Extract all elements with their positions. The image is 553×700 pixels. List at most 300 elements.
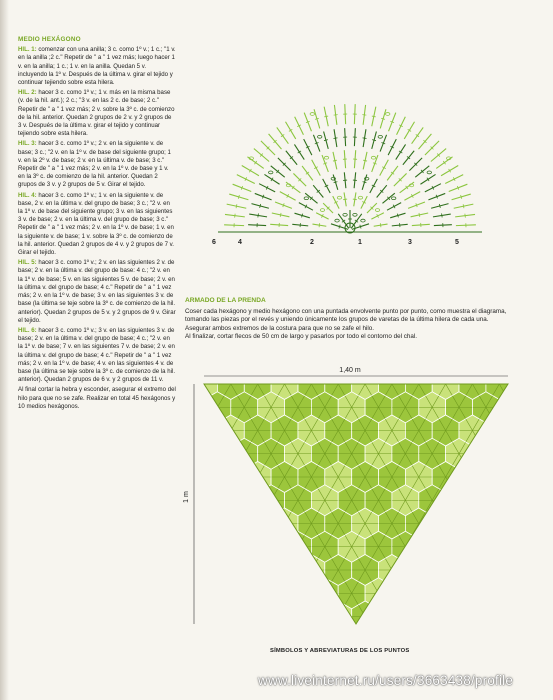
- motif-spoke: [472, 477, 479, 488]
- hexagon-motif: [204, 578, 231, 609]
- motif-spoke: [278, 570, 285, 581]
- hexagon-motif: [446, 485, 473, 516]
- stitch-crossbar: [363, 182, 367, 183]
- motif-spoke: [204, 512, 211, 523]
- motif-spoke: [472, 559, 479, 570]
- motif-spoke: [180, 605, 184, 616]
- motif-spoke: [217, 582, 224, 593]
- step-text: comenzar con una anilla; 3 c. como 1º v.; 1 c.; "1 v. en la anilla ;2 c." Repetir de " a " 1 vez más; luego hacer 1 v. en la anilla; 1 c.; 1 v. en la anilla. Quedan 5 v. incluyendo la 1º v. Después de la última v. girar el tejido y continuar tejiendo sobre esta hilera.: [18, 46, 176, 87]
- motif-spoke: [493, 419, 500, 430]
- hexagon-motif: [499, 392, 525, 423]
- motif-spoke: [466, 605, 473, 616]
- motif-spoke: [180, 384, 184, 395]
- motif-spoke: [318, 582, 325, 593]
- motif-spoke: [180, 466, 184, 477]
- motif-spoke: [211, 582, 218, 593]
- stitch-crossbar: [236, 204, 237, 208]
- motif-spoke: [520, 605, 525, 616]
- motif-spoke: [466, 524, 473, 535]
- hexagon-motif: [486, 415, 513, 446]
- motif-spoke: [446, 477, 453, 488]
- hexagon-motif: [419, 624, 446, 637]
- motif-spoke: [499, 559, 506, 570]
- motif-spoke: [251, 512, 258, 523]
- motif-spoke: [379, 628, 386, 637]
- stitch-crossbar: [258, 213, 259, 217]
- motif-spoke: [446, 524, 453, 535]
- motif-spoke: [298, 593, 305, 604]
- hexagon-motif: [473, 531, 500, 562]
- motif-spoke: [513, 628, 520, 637]
- stitch-crossbar: [319, 223, 320, 227]
- motif-spoke: [412, 373, 419, 384]
- motif-spoke: [419, 524, 426, 535]
- motif-spoke: [204, 431, 211, 442]
- motif-spoke: [520, 419, 525, 430]
- motif-spoke: [238, 535, 245, 546]
- motif-spoke: [211, 547, 218, 558]
- motif-spoke: [224, 477, 231, 488]
- motif-spoke: [412, 605, 419, 616]
- symbols-title: SÍMBOLOS Y ABREVIATURAS DE LOS PUNTOS: [270, 648, 410, 654]
- motif-spoke: [439, 605, 446, 616]
- instruction-step: [18, 327, 176, 384]
- motif-spoke: [204, 605, 211, 616]
- hexagon-motif: [311, 624, 338, 637]
- stitch-crossbar: [280, 213, 281, 217]
- motif-spoke: [493, 524, 500, 535]
- motif-spoke: [486, 628, 493, 637]
- motif-spoke: [486, 442, 493, 453]
- hexagon-motif: [499, 624, 525, 637]
- motif-spoke: [224, 431, 231, 442]
- motif-spoke: [513, 407, 520, 418]
- hexagon-motif: [231, 485, 258, 516]
- motif-spoke: [238, 500, 245, 511]
- motif-spoke: [520, 617, 525, 628]
- motif-spoke: [479, 547, 486, 558]
- motif-spoke: [506, 454, 513, 465]
- motif-spoke: [405, 582, 412, 593]
- motif-spoke: [466, 466, 473, 477]
- motif-spoke: [466, 373, 473, 384]
- step-text: hacer 3 c. como 1º v.; 2 v. en la siguiente v. de base; 3 c.; "2 v. en la 1º v. de base del siguiente grupo; 1 v. en la 2º v. de base; 2 v. en la última v. de base; 3 c." Repetir de " a " 1 vez más; 2 v. en la 1º v. de base y 1 v. en la 3º c. de comienzo de la hil. anterior. Quedan 2 grupos de 3 v. y 2 grupos de 5 v. Girar el tejido.: [18, 140, 171, 189]
- motif-spoke: [405, 547, 412, 558]
- motif-spoke: [325, 593, 332, 604]
- motif-spoke: [472, 512, 479, 523]
- motif-spoke: [399, 593, 406, 604]
- hexagon-motif: [486, 508, 513, 539]
- row-number-label: 4: [238, 239, 242, 246]
- stitch-crossbar: [315, 118, 319, 119]
- stitch-crossbar: [324, 140, 328, 141]
- motif-spoke: [238, 628, 245, 637]
- motif-spoke: [452, 547, 459, 558]
- motif-spoke: [197, 477, 204, 488]
- motif-spoke: [184, 396, 191, 407]
- hexagon-motif: [513, 508, 525, 539]
- motif-spoke: [486, 489, 493, 500]
- chain-mark: [335, 219, 339, 222]
- hexagon-motif: [405, 555, 432, 586]
- motif-spoke: [197, 559, 204, 570]
- hexagon-motif: [298, 601, 325, 632]
- motif-spoke: [285, 524, 292, 535]
- page-gutter-shadow: [0, 0, 9, 700]
- motif-spoke: [191, 628, 198, 637]
- hexagon-motif: [217, 601, 244, 632]
- motif-spoke: [258, 570, 265, 581]
- stitch-crossbar: [302, 214, 303, 218]
- chain-mark: [324, 156, 328, 159]
- hexagon-motif: [486, 601, 513, 632]
- instruction-step: [18, 140, 176, 189]
- step-label: HIL. 3:: [18, 140, 37, 148]
- hexagon-motif: [258, 624, 285, 637]
- motif-spoke: [291, 535, 298, 546]
- hexagon-motif: [180, 531, 204, 562]
- assembly-section: [185, 297, 515, 342]
- motif-spoke: [197, 384, 204, 395]
- motif-spoke: [204, 466, 211, 477]
- stitch-crossbar: [372, 140, 376, 141]
- stitch-crossbar: [372, 116, 376, 117]
- motif-spoke: [486, 547, 493, 558]
- motif-spoke: [499, 466, 506, 477]
- motif-spoke: [184, 547, 191, 558]
- motif-spoke: [446, 617, 453, 628]
- hexagon-motif: [191, 508, 218, 539]
- row-number-label: 5: [455, 239, 459, 246]
- motif-spoke: [217, 547, 224, 558]
- hexagon-motif: [473, 485, 500, 516]
- motif-spoke: [472, 605, 479, 616]
- hexagon-motif: [231, 578, 258, 609]
- chain-mark: [391, 197, 395, 200]
- motif-spoke: [231, 466, 238, 477]
- hexagon-motif: [338, 624, 365, 637]
- motif-spoke: [513, 442, 520, 453]
- hexagon-motif: [285, 624, 312, 637]
- motif-spoke: [217, 454, 224, 465]
- hexagon-motif: [217, 555, 244, 586]
- motif-spoke: [499, 431, 506, 442]
- motif-spoke: [472, 617, 479, 628]
- motif-spoke: [180, 431, 184, 442]
- chain-mark: [386, 113, 390, 116]
- motif-spoke: [432, 582, 439, 593]
- motif-spoke: [271, 628, 278, 637]
- stitch-crossbar: [363, 160, 367, 161]
- motif-spoke: [385, 617, 392, 628]
- motif-spoke: [446, 559, 453, 570]
- hexagon-motif: [191, 415, 218, 446]
- hexagon-motif: [244, 508, 271, 539]
- motif-spoke: [238, 454, 245, 465]
- motif-spoke: [285, 605, 292, 616]
- motif-spoke: [472, 466, 479, 477]
- motif-spoke: [506, 547, 513, 558]
- motif-spoke: [184, 593, 191, 604]
- motif-spoke: [426, 535, 433, 546]
- instruction-step: [18, 46, 176, 87]
- motif-spoke: [217, 593, 224, 604]
- step-text: hacer 3 c. como 1º v.; 3 v. en las siguientes 3 v. de base; 2 v. en la última v. del grupo de base; 4 c.; "2 v. en la 1º v. de base; 7 v. en las siguientes 7 v. de base; 2 v. en la última v. del grupo de base; 4 c." Repetir de " a " 1 vez más; 2 v. en la 1º v. de base; 4 v. en las siguientes 4 v. de base (la última se teje sobre la 3º c. de comienzo de la hil. anterior). Quedan 2 grupos de 6 v. y 2 grupos de 11 v.: [18, 326, 176, 384]
- motif-spoke: [244, 535, 251, 546]
- motif-spoke: [311, 605, 318, 616]
- motif-spoke: [318, 593, 325, 604]
- shawl-height-label: 1 m: [183, 491, 190, 503]
- motif-spoke: [426, 582, 433, 593]
- hexagon-motif: [244, 601, 271, 632]
- motif-spoke: [204, 570, 211, 581]
- motif-spoke: [439, 570, 446, 581]
- motif-spoke: [499, 477, 506, 488]
- motif-spoke: [197, 466, 204, 477]
- motif-spoke: [432, 547, 439, 558]
- stitch-crossbar: [333, 160, 337, 161]
- motif-spoke: [412, 617, 419, 628]
- motif-spoke: [392, 605, 399, 616]
- hexagon-motif: [499, 578, 525, 609]
- motif-spoke: [265, 582, 272, 593]
- motif-spoke: [466, 617, 473, 628]
- motif-spoke: [231, 559, 238, 570]
- motif-spoke: [305, 617, 312, 628]
- motif-spoke: [311, 617, 318, 628]
- motif-spoke: [265, 593, 272, 604]
- motif-spoke: [224, 512, 231, 523]
- motif-spoke: [399, 628, 406, 637]
- motif-spoke: [224, 570, 231, 581]
- motif-spoke: [217, 628, 224, 637]
- motif-spoke: [520, 431, 525, 442]
- hexagon-motif: [513, 555, 525, 586]
- stitch-crossbar: [260, 204, 261, 208]
- motif-spoke: [520, 477, 525, 488]
- motif-spoke: [385, 373, 392, 384]
- motif-spoke: [459, 593, 466, 604]
- motif-spoke: [499, 373, 506, 384]
- motif-spoke: [419, 617, 426, 628]
- motif-spoke: [439, 373, 446, 384]
- motif-spoke: [231, 617, 238, 628]
- motif-spoke: [419, 373, 426, 384]
- motif-spoke: [271, 535, 278, 546]
- row-number-label: 6: [212, 239, 216, 246]
- motif-spoke: [204, 373, 211, 384]
- chain-mark: [269, 171, 273, 174]
- motif-spoke: [486, 593, 493, 604]
- motif-spoke: [520, 570, 525, 581]
- motif-spoke: [197, 617, 204, 628]
- hexagon-motif: [419, 531, 446, 562]
- motif-spoke: [224, 617, 231, 628]
- motif-spoke: [251, 605, 258, 616]
- motif-spoke: [278, 524, 285, 535]
- motif-spoke: [432, 628, 439, 637]
- motif-spoke: [372, 628, 379, 637]
- motif-spoke: [211, 407, 218, 418]
- motif-spoke: [204, 419, 211, 430]
- hexagon-motif: [446, 578, 473, 609]
- motif-spoke: [211, 454, 218, 465]
- motif-spoke: [258, 605, 265, 616]
- motif-spoke: [231, 477, 238, 488]
- step-label: HIL. 4:: [18, 191, 37, 199]
- motif-spoke: [238, 593, 245, 604]
- motif-spoke: [439, 617, 446, 628]
- motif-spoke: [311, 373, 318, 384]
- motif-spoke: [184, 442, 191, 453]
- hexagon-motif: [459, 601, 486, 632]
- motif-spoke: [392, 617, 399, 628]
- motif-spoke: [325, 628, 332, 637]
- hexagon-motif: [432, 555, 459, 586]
- hexagon-motif: [513, 415, 525, 446]
- stitch-crossbar: [381, 118, 385, 119]
- motif-spoke: [338, 605, 345, 616]
- motif-spoke: [446, 373, 453, 384]
- motif-spoke: [399, 582, 406, 593]
- motif-spoke: [204, 617, 211, 628]
- motif-spoke: [472, 524, 479, 535]
- hexagon-motif: [499, 485, 525, 516]
- assembly-paragraph-1: Coser cada hexágono y medio hexágono con una puntada envolvente punto por punto, como muestra el diagrama, tomando las piezas por el revés y uniendo únicamente los grupos de varetas de la última hilera de cada una. Asegurar ambos extremos de la costura para que no se zafe el hilo.: [185, 307, 507, 332]
- steps-list: [18, 46, 176, 411]
- motif-spoke: [486, 535, 493, 546]
- stitch-crossbar: [343, 199, 347, 200]
- motif-spoke: [265, 628, 272, 637]
- motif-spoke: [352, 628, 359, 637]
- motif-spoke: [332, 373, 339, 384]
- motif-spoke: [298, 628, 305, 637]
- motif-spoke: [180, 477, 184, 488]
- motif-spoke: [291, 582, 298, 593]
- motif-spoke: [238, 547, 245, 558]
- motif-spoke: [238, 582, 245, 593]
- instruction-step: [18, 89, 176, 138]
- chain-mark: [337, 196, 341, 199]
- chain-mark: [375, 209, 379, 212]
- motif-spoke: [217, 500, 224, 511]
- motif-spoke: [338, 373, 345, 384]
- motif-spoke: [432, 593, 439, 604]
- stitch-crossbar: [380, 223, 381, 227]
- motif-spoke: [271, 593, 278, 604]
- hexagon-motif: [473, 578, 500, 609]
- motif-spoke: [217, 442, 224, 453]
- motif-spoke: [211, 500, 218, 511]
- motif-spoke: [513, 454, 520, 465]
- stitch-crossbar: [238, 195, 239, 199]
- motif-spoke: [211, 535, 218, 546]
- hexagon-motif: [231, 531, 258, 562]
- motif-spoke: [493, 466, 500, 477]
- hexagon-motif: [258, 531, 285, 562]
- hexagon-motif: [271, 555, 298, 586]
- motif-spoke: [338, 617, 345, 628]
- hexagon-motif: [446, 624, 473, 637]
- motif-spoke: [184, 407, 191, 418]
- motif-spoke: [426, 593, 433, 604]
- motif-spoke: [244, 500, 251, 511]
- assembly-paragraph-2: Al finalizar, cortar flecos de 50 cm de largo y pasarlos por todo el contorno del chal.: [185, 333, 418, 340]
- motif-spoke: [439, 559, 446, 570]
- motif-spoke: [506, 396, 513, 407]
- stitch-crossbar: [363, 138, 367, 139]
- instructions-column: [18, 36, 176, 413]
- motif-spoke: [251, 559, 258, 570]
- hexagon-motif: [379, 601, 406, 632]
- motif-spoke: [499, 570, 506, 581]
- chain-mark: [320, 209, 324, 212]
- motif-spoke: [446, 512, 453, 523]
- hexagon-motif: [180, 555, 191, 586]
- motif-spoke: [204, 559, 211, 570]
- hexagon-motif: [419, 578, 446, 609]
- motif-spoke: [513, 500, 520, 511]
- motif-spoke: [365, 373, 372, 384]
- hexagon-motif: [499, 438, 525, 469]
- hexagon-motif: [180, 508, 191, 539]
- row-number-label: 2: [310, 239, 314, 246]
- motif-spoke: [278, 605, 285, 616]
- motif-spoke: [184, 535, 191, 546]
- motif-spoke: [180, 617, 184, 628]
- motif-spoke: [446, 570, 453, 581]
- motif-spoke: [506, 442, 513, 453]
- motif-spoke: [184, 582, 191, 593]
- hexagon-motif: [486, 555, 513, 586]
- motif-spoke: [412, 570, 419, 581]
- chain-mark: [318, 135, 322, 138]
- stitch-crossbar: [324, 116, 328, 117]
- motif-spoke: [499, 512, 506, 523]
- motif-spoke: [224, 373, 231, 384]
- hexagon-motif: [180, 462, 191, 493]
- motif-spoke: [506, 593, 513, 604]
- motif-spoke: [493, 373, 500, 384]
- chain-mark: [304, 197, 308, 200]
- motif-spoke: [486, 454, 493, 465]
- row-number-label: 3: [408, 239, 412, 246]
- motif-spoke: [520, 524, 525, 535]
- motif-spoke: [224, 466, 231, 477]
- shawl-width-label: 1,40 m: [339, 367, 361, 374]
- motif-spoke: [180, 512, 184, 523]
- motif-spoke: [479, 489, 486, 500]
- motif-spoke: [452, 593, 459, 604]
- hexagon-motif: [180, 392, 204, 423]
- motif-spoke: [278, 373, 285, 384]
- hexagon-motif: [513, 601, 525, 632]
- half-hexagon-chart: [200, 62, 500, 252]
- motif-spoke: [520, 559, 525, 570]
- motif-spoke: [197, 419, 204, 430]
- chain-mark: [361, 219, 365, 222]
- motif-spoke: [231, 373, 238, 384]
- motif-spoke: [271, 500, 278, 511]
- motif-spoke: [493, 570, 500, 581]
- motif-spoke: [466, 570, 473, 581]
- hexagon-motif: [180, 415, 191, 446]
- hexagon-motif: [204, 624, 231, 637]
- assembly-title: ARMADO DE LA PRENDA: [185, 297, 266, 304]
- stitch-crossbar: [463, 204, 464, 208]
- motif-spoke: [405, 593, 412, 604]
- motif-spoke: [285, 559, 292, 570]
